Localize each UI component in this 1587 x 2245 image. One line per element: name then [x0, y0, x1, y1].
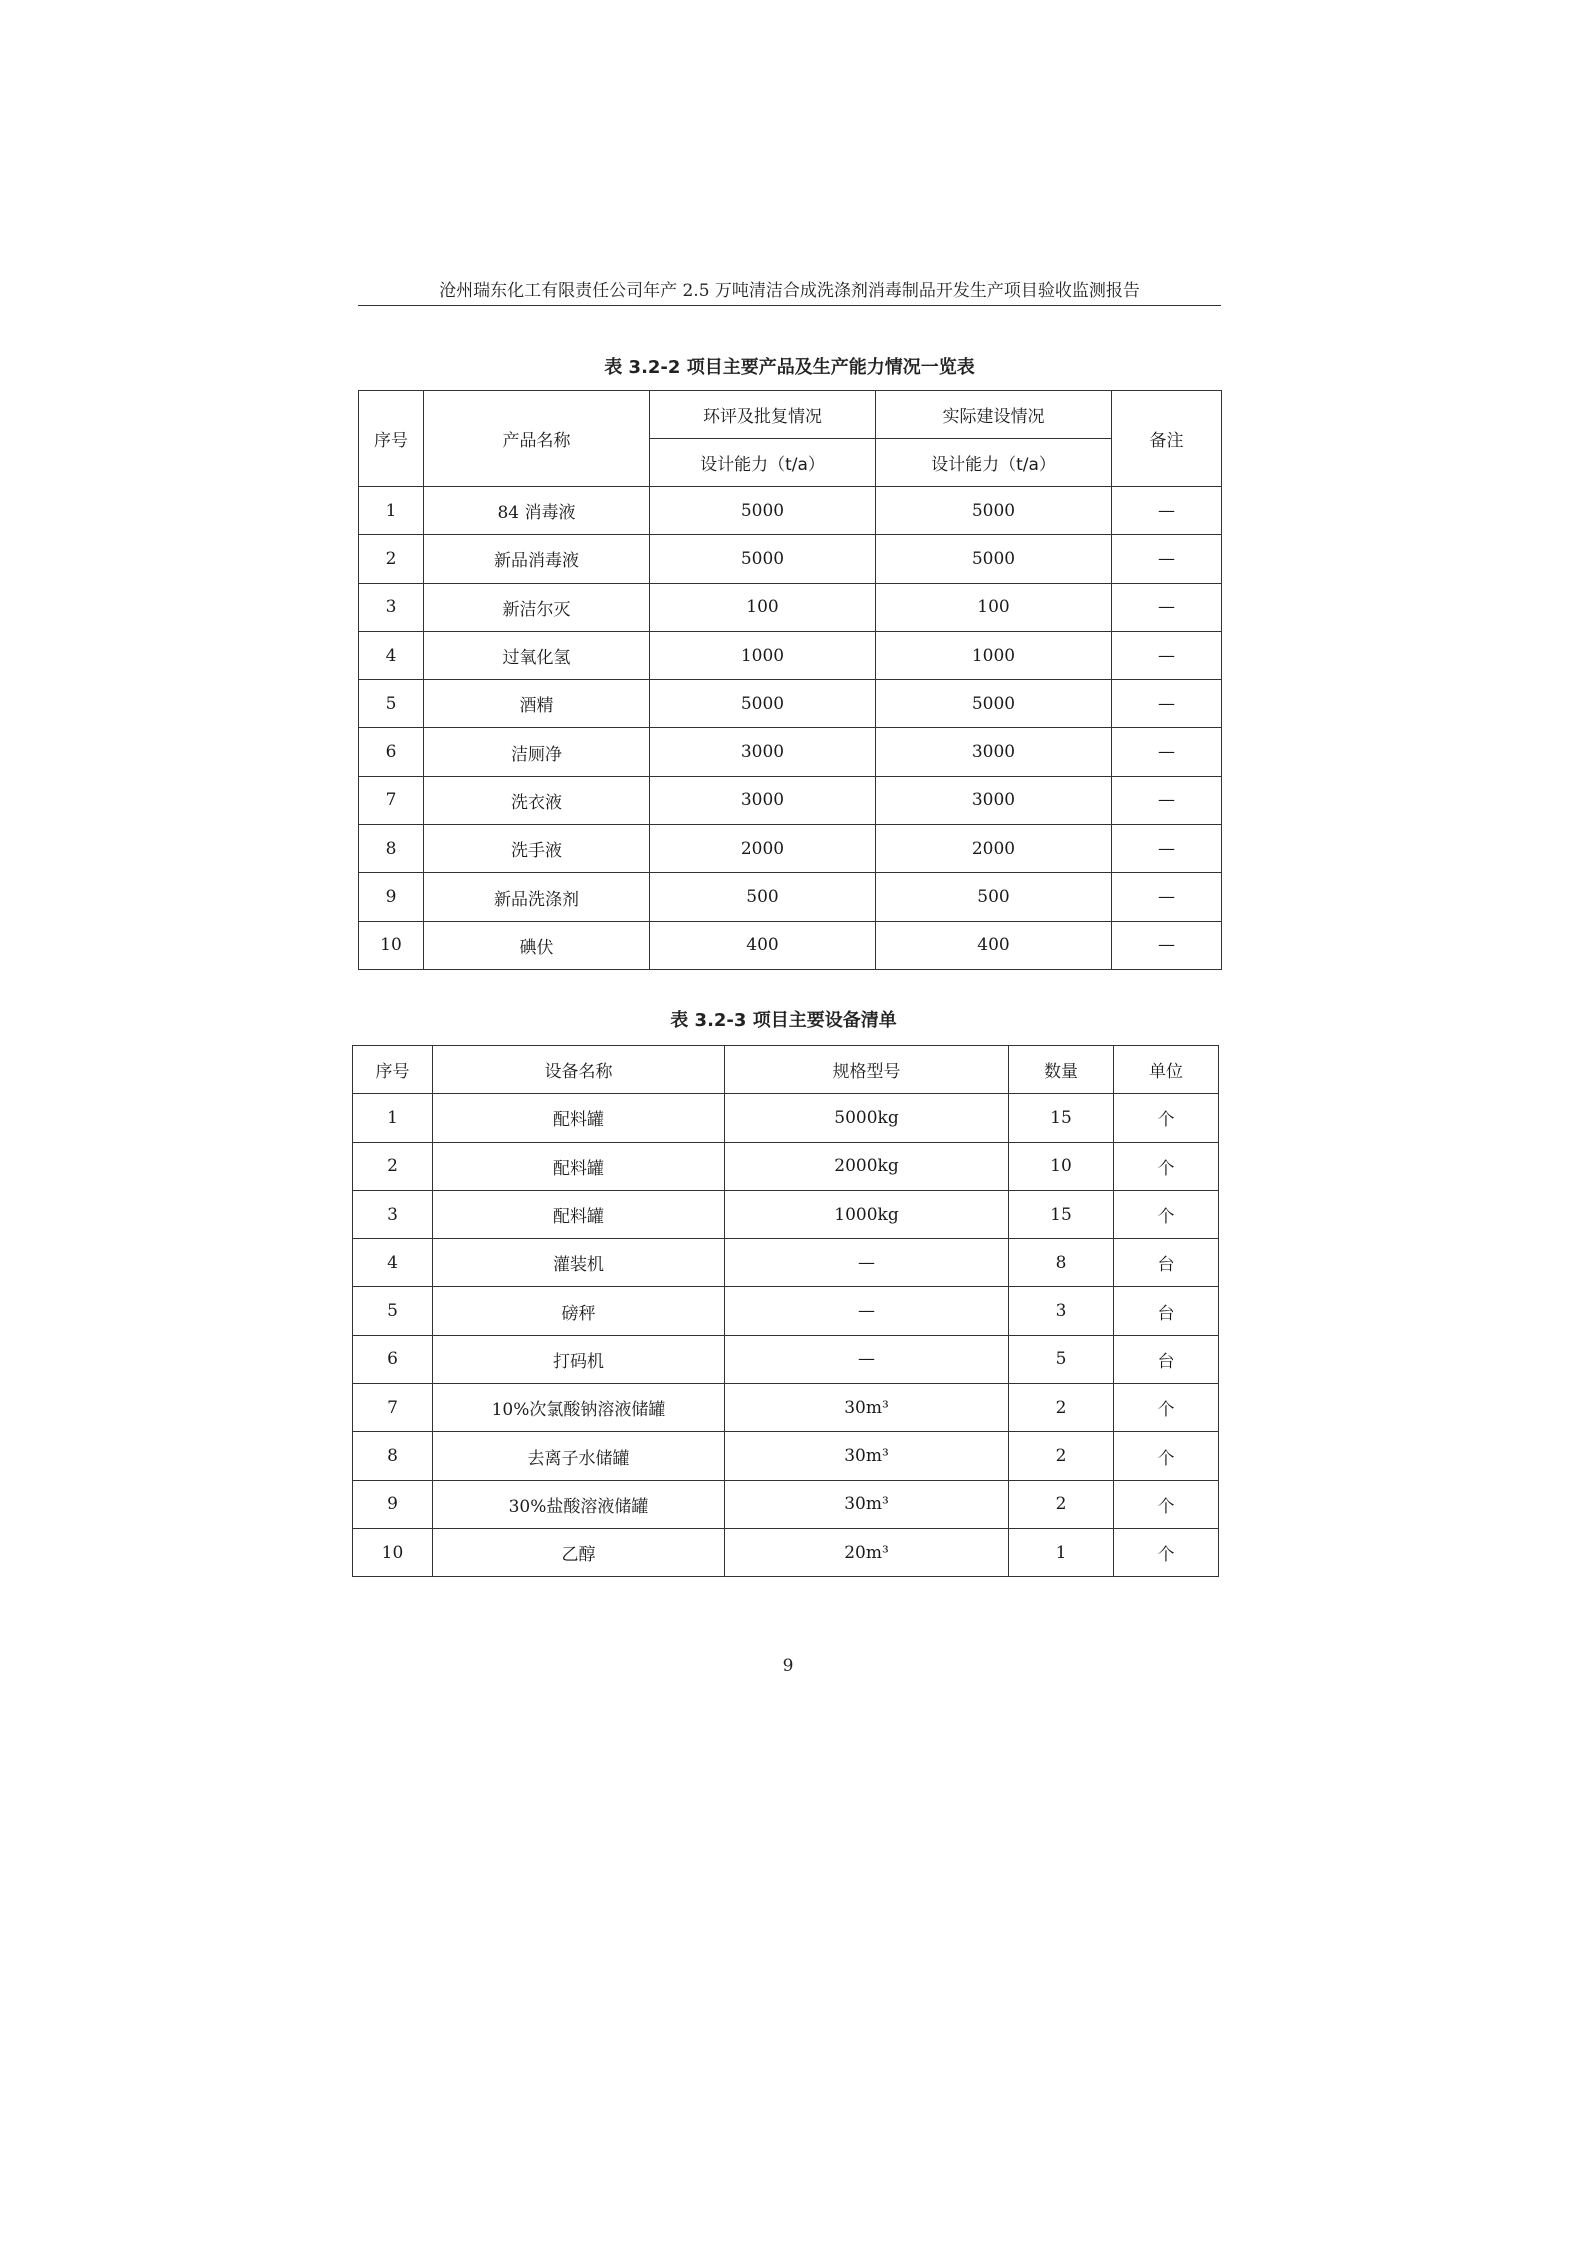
cell-quantity: 15: [1009, 1190, 1114, 1238]
cell-index: 4: [359, 631, 424, 679]
table-row: [353, 1239, 1219, 1287]
cell-spec: —: [725, 1335, 1009, 1383]
cell-unit: 个: [1114, 1190, 1219, 1238]
cell-unit: 个: [1114, 1094, 1219, 1142]
cell-actual-capacity: 500: [876, 873, 1112, 921]
table-row: [353, 1287, 1219, 1335]
table-row: [359, 921, 1222, 969]
table-row: [359, 873, 1222, 921]
col-header-index: 序号: [353, 1046, 433, 1094]
cell-eia-capacity: 5000: [650, 487, 876, 535]
cell-unit: 台: [1114, 1287, 1219, 1335]
table-row: [353, 1142, 1219, 1190]
equipment-list-table: [352, 1045, 1219, 1577]
products-table-body: [359, 487, 1222, 970]
cell-eia-capacity: 5000: [650, 535, 876, 583]
cell-unit: 个: [1114, 1384, 1219, 1432]
cell-actual-capacity: 5000: [876, 680, 1112, 728]
col-header-product: 产品名称: [424, 391, 650, 487]
cell-index: 9: [353, 1480, 433, 1528]
cell-equipment-name: 10%次氯酸钠溶液储罐: [433, 1384, 725, 1432]
col-header-actual-group: 实际建设情况: [876, 391, 1112, 439]
cell-index: 1: [353, 1094, 433, 1142]
cell-unit: 个: [1114, 1480, 1219, 1528]
cell-index: 8: [359, 825, 424, 873]
cell-product-name: 碘伏: [424, 921, 650, 969]
cell-index: 3: [353, 1190, 433, 1238]
cell-actual-capacity: 400: [876, 921, 1112, 969]
equipment-table-body: [353, 1094, 1219, 1577]
cell-quantity: 2: [1009, 1480, 1114, 1528]
cell-quantity: 2: [1009, 1384, 1114, 1432]
cell-remark: —: [1112, 487, 1222, 535]
cell-spec: —: [725, 1287, 1009, 1335]
cell-index: 5: [359, 680, 424, 728]
cell-eia-capacity: 3000: [650, 776, 876, 824]
table2-caption: 表 3.2-3 项目主要设备清单: [670, 1010, 897, 1031]
cell-product-name: 新品洗涤剂: [424, 873, 650, 921]
table-row: [353, 1432, 1219, 1480]
col-header-equipment: 设备名称: [433, 1046, 725, 1094]
cell-product-name: 新洁尔灭: [424, 583, 650, 631]
col-header-unit: 单位: [1114, 1046, 1219, 1094]
col-header-quantity: 数量: [1009, 1046, 1114, 1094]
cell-eia-capacity: 2000: [650, 825, 876, 873]
cell-quantity: 5: [1009, 1335, 1114, 1383]
cell-unit: 个: [1114, 1528, 1219, 1576]
cell-remark: —: [1112, 631, 1222, 679]
cell-actual-capacity: 100: [876, 583, 1112, 631]
cell-actual-capacity: 5000: [876, 535, 1112, 583]
cell-actual-capacity: 1000: [876, 631, 1112, 679]
cell-index: 10: [353, 1528, 433, 1576]
table-row: [353, 1528, 1219, 1576]
table-header-row: [359, 391, 1222, 439]
cell-remark: —: [1112, 921, 1222, 969]
cell-spec: 2000kg: [725, 1142, 1009, 1190]
cell-product-name: 洁厕净: [424, 728, 650, 776]
cell-equipment-name: 乙醇: [433, 1528, 725, 1576]
table-row: [359, 535, 1222, 583]
col-header-actual-capacity: 设计能力（t/a）: [876, 439, 1112, 487]
cell-spec: —: [725, 1239, 1009, 1287]
cell-index: 4: [353, 1239, 433, 1287]
cell-product-name: 新品消毒液: [424, 535, 650, 583]
cell-product-name: 过氧化氢: [424, 631, 650, 679]
cell-equipment-name: 30%盐酸溶液储罐: [433, 1480, 725, 1528]
cell-index: 6: [359, 728, 424, 776]
cell-unit: 个: [1114, 1432, 1219, 1480]
cell-eia-capacity: 400: [650, 921, 876, 969]
cell-unit: 个: [1114, 1142, 1219, 1190]
table-row: [353, 1384, 1219, 1432]
table-row: [353, 1094, 1219, 1142]
cell-index: 7: [359, 776, 424, 824]
cell-quantity: 2: [1009, 1432, 1114, 1480]
header-divider: [358, 305, 1221, 306]
col-header-eia-capacity: 设计能力（t/a）: [650, 439, 876, 487]
cell-equipment-name: 打码机: [433, 1335, 725, 1383]
cell-product-name: 酒精: [424, 680, 650, 728]
cell-remark: —: [1112, 873, 1222, 921]
table1-caption: 表 3.2-2 项目主要产品及生产能力情况一览表: [604, 357, 975, 378]
cell-eia-capacity: 3000: [650, 728, 876, 776]
cell-product-name: 洗衣液: [424, 776, 650, 824]
cell-spec: 30m³: [725, 1432, 1009, 1480]
cell-equipment-name: 配料罐: [433, 1190, 725, 1238]
cell-index: 2: [359, 535, 424, 583]
cell-remark: —: [1112, 825, 1222, 873]
cell-index: 1: [359, 487, 424, 535]
cell-actual-capacity: 5000: [876, 487, 1112, 535]
cell-eia-capacity: 1000: [650, 631, 876, 679]
cell-actual-capacity: 3000: [876, 776, 1112, 824]
cell-quantity: 10: [1009, 1142, 1114, 1190]
cell-actual-capacity: 3000: [876, 728, 1112, 776]
cell-index: 3: [359, 583, 424, 631]
cell-quantity: 8: [1009, 1239, 1114, 1287]
cell-index: 2: [353, 1142, 433, 1190]
cell-equipment-name: 灌装机: [433, 1239, 725, 1287]
cell-index: 8: [353, 1432, 433, 1480]
cell-spec: 20m³: [725, 1528, 1009, 1576]
cell-eia-capacity: 100: [650, 583, 876, 631]
table-row: [353, 1480, 1219, 1528]
cell-eia-capacity: 500: [650, 873, 876, 921]
page-number: 9: [782, 1656, 794, 1676]
cell-equipment-name: 去离子水储罐: [433, 1432, 725, 1480]
cell-remark: —: [1112, 680, 1222, 728]
col-header-remark: 备注: [1112, 391, 1222, 487]
cell-unit: 台: [1114, 1335, 1219, 1383]
cell-product-name: 洗手液: [424, 825, 650, 873]
products-capacity-table: [358, 390, 1222, 970]
cell-index: 10: [359, 921, 424, 969]
report-header-title: 沧州瑞东化工有限责任公司年产 2.5 万吨清洁合成洗涤剂消毒制品开发生产项目验收监测报告: [439, 281, 1140, 301]
cell-spec: 30m³: [725, 1384, 1009, 1432]
col-header-index: 序号: [359, 391, 424, 487]
cell-product-name: 84 消毒液: [424, 487, 650, 535]
table-row: [353, 1190, 1219, 1238]
cell-unit: 台: [1114, 1239, 1219, 1287]
table-header-row: [353, 1046, 1219, 1094]
table-row: [359, 583, 1222, 631]
table-row: [359, 487, 1222, 535]
cell-index: 5: [353, 1287, 433, 1335]
cell-remark: —: [1112, 776, 1222, 824]
cell-spec: 1000kg: [725, 1190, 1009, 1238]
cell-remark: —: [1112, 535, 1222, 583]
cell-equipment-name: 配料罐: [433, 1094, 725, 1142]
cell-actual-capacity: 2000: [876, 825, 1112, 873]
table-row: [359, 728, 1222, 776]
table-row: [353, 1335, 1219, 1383]
cell-equipment-name: 配料罐: [433, 1142, 725, 1190]
cell-quantity: 3: [1009, 1287, 1114, 1335]
cell-equipment-name: 磅秤: [433, 1287, 725, 1335]
cell-eia-capacity: 5000: [650, 680, 876, 728]
cell-quantity: 15: [1009, 1094, 1114, 1142]
col-header-spec: 规格型号: [725, 1046, 1009, 1094]
table-row: [359, 776, 1222, 824]
cell-index: 9: [359, 873, 424, 921]
cell-spec: 5000kg: [725, 1094, 1009, 1142]
cell-spec: 30m³: [725, 1480, 1009, 1528]
cell-remark: —: [1112, 728, 1222, 776]
cell-index: 7: [353, 1384, 433, 1432]
cell-remark: —: [1112, 583, 1222, 631]
table-row: [359, 631, 1222, 679]
table-row: [359, 680, 1222, 728]
col-header-eia-group: 环评及批复情况: [650, 391, 876, 439]
cell-quantity: 1: [1009, 1528, 1114, 1576]
cell-index: 6: [353, 1335, 433, 1383]
table-row: [359, 825, 1222, 873]
